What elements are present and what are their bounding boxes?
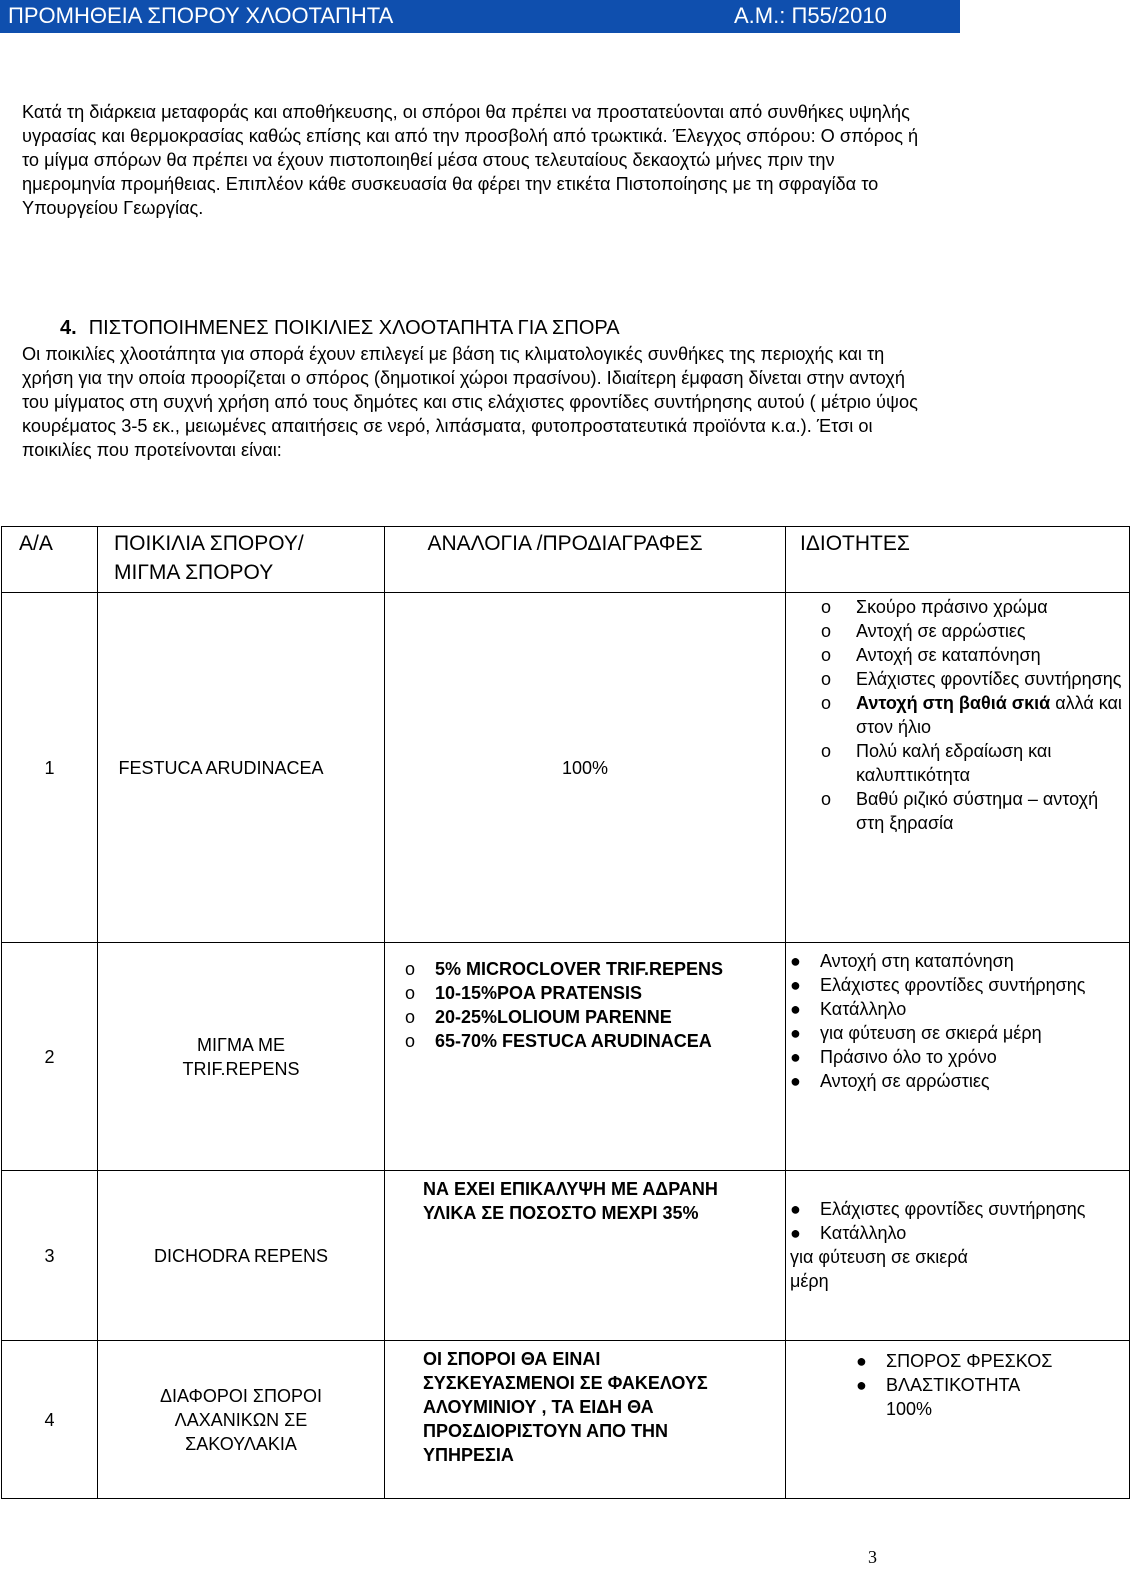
row3-ratio: ΝΑ ΕΧΕΙ ΕΠΙΚΑΛΥΨΗ ΜΕ ΑΔΡΑΝΗ ΥΛΙΚΑ ΣΕ ΠΟΣΟΣΤΟ ΜΕΧΡΙ 35%: [385, 1171, 786, 1341]
row1-variety: FESTUCA ARUDINACEA: [98, 593, 385, 943]
table-row: [2, 593, 1130, 943]
page-number: 3: [868, 1547, 877, 1567]
row2-property-list: [786, 949, 1129, 1093]
list-item: ● Ελάχιστες φροντίδες συντήρησης: [790, 975, 1086, 995]
list-item: o Πολύ καλή εδραίωση και καλυπτικότητα: [821, 741, 1052, 785]
list-item: o Αντοχή σε καταπόνηση: [821, 645, 1041, 665]
row2-properties: [786, 943, 1130, 1171]
row2-aa: 2: [2, 943, 98, 1171]
list-item: ● για φύτευση σε σκιερά μέρη: [790, 1023, 1042, 1043]
list-item: ● Αντοχή στη καταπόνηση: [790, 951, 1014, 971]
varieties-table: [1, 526, 1130, 1499]
row3-aa: 3: [2, 1171, 98, 1341]
row1-property-list: [786, 595, 1129, 835]
row4-aa: 4: [2, 1341, 98, 1499]
row2-ratio-list: [385, 957, 785, 1053]
section-title: ΠΙΣΤΟΠΟΙΗΜΕΝΕΣ ΠΟΙΚΙΛΙΕΣ ΧΛΟΟΤΑΠΗΤΑ ΓΙΑ ΣΠΟΡΑ: [88, 317, 620, 339]
row4-variety: ΔΙΑΦΟΡΟΙ ΣΠΟΡΟΙ ΛΑΧΑΝΙΚΩΝ ΣΕ ΣΑΚΟΥΛΑΚΙΑ: [98, 1341, 385, 1499]
list-item: o Αντοχή σε αρρώστιες: [821, 621, 1026, 641]
row3-properties: [786, 1171, 1130, 1341]
row3-variety: DICHODRA REPENS: [98, 1171, 385, 1341]
list-item: o 20-25%LOLIOUM PARENNE: [405, 1007, 672, 1027]
row3-property-list: [786, 1197, 1129, 1245]
section-number: 4.: [60, 317, 77, 339]
row4-properties: [786, 1341, 1130, 1499]
list-item: ● Κατάλληλο: [790, 1223, 907, 1243]
list-item: ● Πράσινο όλο το χρόνο: [790, 1047, 997, 1067]
paragraph-varieties: Οι ποικιλίες χλοοτάπητα για σπορά έχουν επιλεγεί με βάση τις κλιματολογικές συνθήκες της περιοχής και τη χρήση για την οποία προορίζεται ο σπόρος (δημοτικοί χώροι πρασίνου). Ιδιαίτερη έμφαση δίνεται στην αντοχή του μίγματος στη συχνή χρήση από τους δημότες και στις ελάχιστες φροντίδες συντήρησης αυτού ( μέτριο ύψος κουρέματος 3-5 εκ., μειωμένες απαιτήσεις σε νερό, λιπάσματα, φυτοπροστατευτικά προϊόντα κ.α.). Έτσι οι ποικιλίες που προτείνονται είναι:: [22, 344, 918, 460]
header-variety: ΠΟΙΚΙΛΙΑ ΣΠΟΡΟΥ/ ΜΙΓΜΑ ΣΠΟΡΟΥ: [98, 527, 385, 593]
table-row: [2, 1341, 1130, 1499]
table-header-row: [2, 527, 1130, 593]
table-row: [2, 943, 1130, 1171]
section-heading: [60, 316, 620, 340]
page-header: [0, 0, 960, 33]
list-item: o Ελάχιστες φροντίδες συντήρησης: [821, 669, 1122, 689]
list-item: o 65-70% FESTUCA ARUDINACEA: [405, 1031, 712, 1051]
header-aa: Α/Α: [2, 527, 98, 593]
row2-ratio: [385, 943, 786, 1171]
row1-properties: [786, 593, 1130, 943]
table-row: [2, 1171, 1130, 1341]
list-item: o 10-15%POA PRATENSIS: [405, 983, 643, 1003]
paragraph-storage: Κατά τη διάρκεια μεταφοράς και αποθήκευσης, οι σπόροι θα πρέπει να προστατεύονται από συνθήκες υψηλής υγρασίας και θερμοκρασίας καθώς επίσης και από την προσβολή από τρωκτικά. Έλεγχος σπόρου: Ο σπόρος ή το μίγμα σπόρων θα πρέπει να έχουν πιστοποιηθεί μέσα στους τελευταίους δεκαοχτώ μήνες πριν την ημερομηνία προμήθειας. Επιπλέον κάθε συσκευασία θα φέρει την ετικέτα Πιστοποίησης με τη σφραγίδα το Υπουργείου Γεωργίας.: [22, 102, 919, 218]
list-item: ● Κατάλληλο: [790, 999, 907, 1019]
row1-aa: 1: [2, 593, 98, 943]
header-properties: ΙΔΙΟΤΗΤΕΣ: [786, 527, 1130, 593]
list-item: ● Ελάχιστες φροντίδες συντήρησης: [790, 1199, 1086, 1219]
list-item: ● Αντοχή σε αρρώστιες: [790, 1071, 990, 1091]
row4-ratio: ΟΙ ΣΠΟΡΟΙ ΘΑ ΕΙΝΑΙ ΣΥΣΚΕΥΑΣΜΕΝΟΙ ΣΕ ΦΑΚΕΛΟΥΣ ΑΛΟΥΜΙΝΙΟΥ , ΤΑ ΕΙΔΗ ΘΑ ΠΡΟΣΔΙΟΡΙΣΤΟΥΝ ΑΠΟ ΤΗΝ ΥΠΗΡΕΣΙΑ: [385, 1341, 786, 1499]
row1-ratio: 100%: [385, 593, 786, 943]
list-item: o 5% MICROCLOVER TRIF.REPENS: [405, 959, 724, 979]
row3-property-tail: για φύτευση σε σκιερά μέρη: [790, 1247, 968, 1291]
list-item: o Αντοχή στη βαθιά σκιά αλλά και στον ήλιο: [821, 693, 1122, 737]
list-item: ● ΒΛΑΣΤΙΚΟΤΗΤΑ 100%: [856, 1375, 1020, 1419]
list-item: o Σκούρο πράσινο χρώμα: [821, 597, 1048, 617]
list-item: ● ΣΠΟΡΟΣ ΦΡΕΣΚΟΣ: [856, 1351, 1053, 1371]
list-item: o Βαθύ ριζικό σύστημα – αντοχή στη ξηρασία: [821, 789, 1099, 833]
header-title: ΠΡΟΜΗΘΕΙΑ ΣΠΟΡΟΥ ΧΛΟΟΤΑΠΗΤΑ: [8, 3, 394, 28]
header-reference: Α.Μ.: Π55/2010: [734, 3, 887, 28]
row2-variety: ΜΙΓΜΑ ΜΕ TRIF.REPENS: [98, 943, 385, 1171]
header-ratio: ΑΝΑΛΟΓΙΑ /ΠΡΟΔΙΑΓΡΑΦΕΣ: [385, 527, 786, 593]
row4-property-list: [786, 1349, 1129, 1421]
